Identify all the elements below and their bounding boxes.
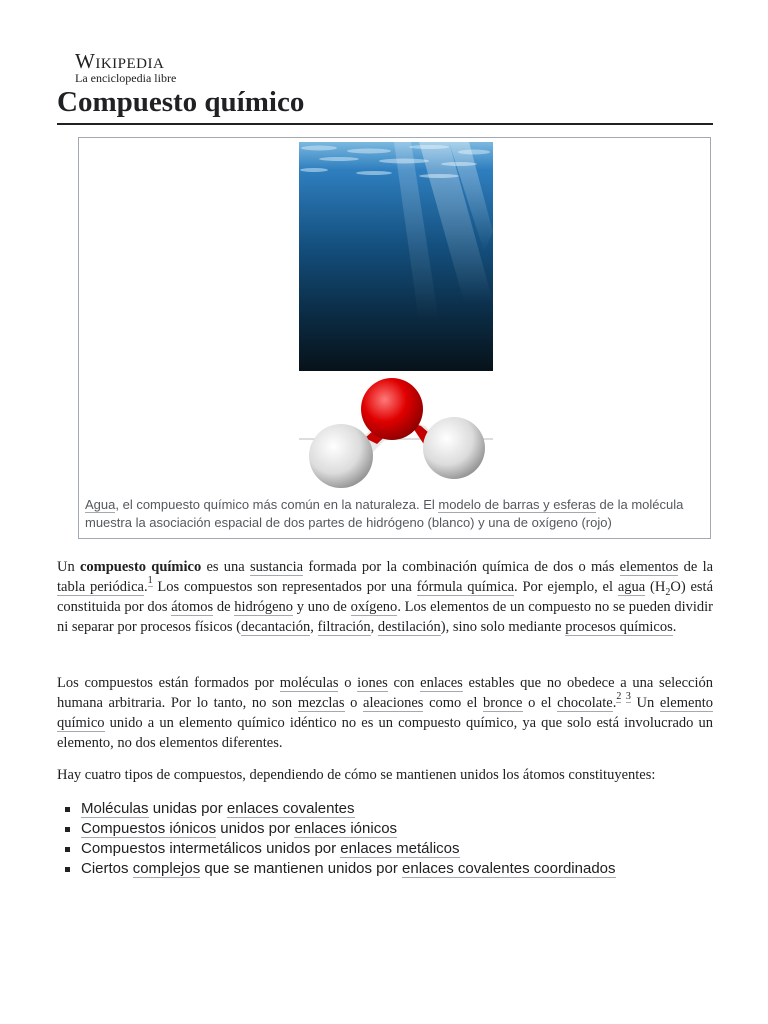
logo-tagline: La enciclopedia libre — [75, 71, 177, 85]
page-title: Compuesto químico — [57, 86, 305, 118]
water-molecule-model[interactable] — [299, 376, 493, 492]
list-item: Ciertos complejos que se mantienen unidos por enlaces covalentes coordinados — [57, 859, 616, 879]
link-filtracion[interactable]: filtración — [317, 619, 371, 635]
link-chocolate[interactable]: chocolate — [557, 695, 613, 711]
link-aleaciones[interactable]: aleaciones — [363, 695, 424, 711]
link-bronce[interactable]: bronce — [483, 695, 523, 711]
figure-caption: Agua, el compuesto químico más común en la naturaleza. El modelo de barras y esferas de la molécula muestra la asociación espacial de dos partes de hidrógeno (blanco) y una de oxígeno (rojo) — [85, 497, 684, 530]
link-decantacion[interactable]: decantación — [241, 619, 311, 635]
wikipedia-logo[interactable] — [75, 50, 176, 85]
bold-term: compuesto químico — [79, 559, 202, 575]
link-procesos-quimicos[interactable]: procesos químicos — [565, 619, 673, 635]
link-compuestos-ionicos[interactable]: Compuestos iónicos — [81, 820, 217, 837]
link-elemento-quimico[interactable]: elemento químico — [57, 695, 713, 731]
link-agua[interactable]: agua — [617, 579, 646, 595]
link-complejos[interactable]: complejos — [132, 860, 201, 877]
compound-types-list — [57, 799, 616, 879]
link-tabla-periodica[interactable]: tabla periódica — [57, 579, 144, 595]
footnote-2[interactable]: 2 — [616, 691, 622, 703]
water-image[interactable] — [299, 142, 493, 371]
list-item: Moléculas unidas por enlaces covalentes — [57, 799, 616, 819]
infobox-figure — [78, 137, 711, 539]
link-enlaces-ionicos[interactable]: enlaces iónicos — [294, 820, 398, 837]
caption-link-agua[interactable]: Agua — [85, 497, 116, 512]
link-enlaces[interactable]: enlaces — [420, 675, 463, 691]
link-enlaces-covalentes[interactable]: enlaces covalentes — [226, 800, 355, 817]
link-destilacion[interactable]: destilación — [377, 619, 441, 635]
link-enlaces-covalentes-coordinados[interactable]: enlaces covalentes coordinados — [402, 860, 616, 877]
link-elementos[interactable]: elementos — [619, 559, 679, 575]
link-moleculas-list[interactable]: Moléculas — [81, 800, 149, 817]
caption-link-modelo[interactable]: modelo de barras y esferas — [438, 497, 596, 512]
link-iones[interactable]: iones — [357, 675, 388, 691]
link-moleculas[interactable]: moléculas — [279, 675, 339, 691]
link-sustancia[interactable]: sustancia — [249, 559, 304, 575]
ball-and-stick-illustration — [299, 376, 493, 492]
water-illustration — [299, 142, 493, 371]
logo-wordmark: Wikipedia — [75, 49, 165, 73]
link-atomos[interactable]: átomos — [171, 599, 214, 615]
link-enlaces-metalicos[interactable]: enlaces metálicos — [340, 840, 460, 857]
list-item: Compuestos iónicos unidos por enlaces iónicos — [57, 819, 616, 839]
link-mezclas[interactable]: mezclas — [297, 695, 345, 711]
paragraph-intro: Un compuesto químico es una sustancia formada por la combinación química de dos o más elementos de la tabla periódica.$^1$ Los compuestos son representados por una fórmula química. Por ejemplo, el agua $(H_2O)$ está constituida por dos átomos de hidrógeno y uno de oxígeno. Los elementos de un compuesto no se pueden dividir ni separar por procesos físicos (decantación, filtración, destilación), sino solo mediante procesos químicos. — [57, 559, 714, 635]
list-item: Compuestos intermetálicos unidos por enlaces metálicos — [57, 839, 616, 859]
footnote-1[interactable]: 1 — [147, 575, 153, 587]
paragraph-types: Hay cuatro tipos de compuestos, dependiendo de cómo se mantienen unidos los átomos constituyentes: — [57, 767, 656, 783]
paragraph-composition: Los compuestos están formados por moléculas o iones con enlaces estables que no obedece a una selección humana arbitraria. Por lo tanto, no son mezclas o aleaciones como el bronce o el chocolate.$^{2 3}$ Un elemento químico unido a un elemento químico idéntico no es un compuesto químico, ya que solo está involucrado un elemento, no dos elementos diferentes. — [57, 675, 713, 751]
footnote-3[interactable]: 3 — [625, 691, 631, 703]
title-divider — [57, 123, 713, 125]
link-oxigeno[interactable]: oxígeno — [350, 599, 398, 615]
link-hidrogeno[interactable]: hidrógeno — [234, 599, 294, 615]
link-formula-quimica[interactable]: fórmula química — [416, 579, 515, 595]
